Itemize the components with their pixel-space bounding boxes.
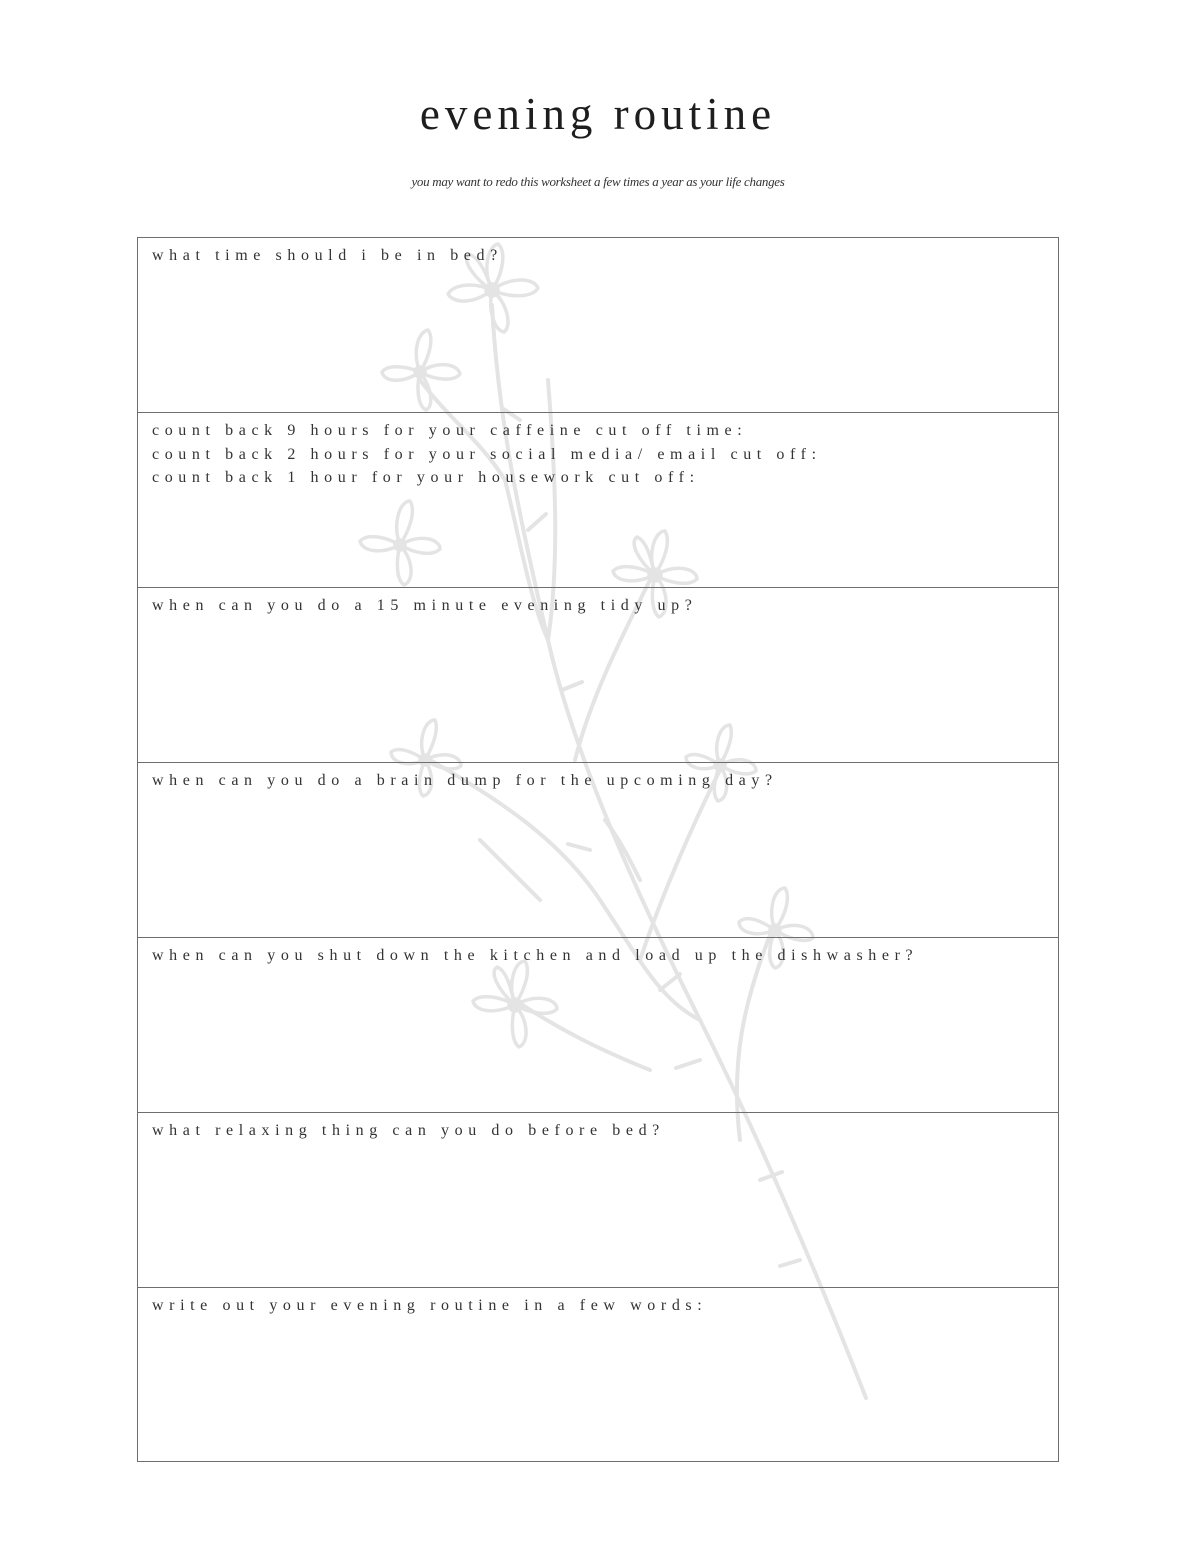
page-subtitle: you may want to redo this worksheet a few times a year as your life changes	[411, 174, 785, 189]
prompt-bedtime: what time should i be in bed?	[152, 247, 503, 264]
prompt-routine-summary: write out your evening routine in a few words:	[152, 1297, 708, 1314]
section-relaxing	[138, 1113, 1058, 1288]
section-tidy-up	[138, 588, 1058, 763]
prompt-tidy-up: when can you do a 15 minute evening tidy up?	[152, 597, 698, 614]
section-cutoff-times	[138, 413, 1058, 588]
section-brain-dump	[138, 763, 1058, 938]
prompt-kitchen: when can you shut down the kitchen and load up the dishwasher?	[152, 947, 919, 964]
prompt-housework-cutoff: count back 1 hour for your housework cut off:	[152, 469, 700, 486]
section-kitchen	[138, 938, 1058, 1113]
section-routine-summary	[138, 1288, 1058, 1463]
section-bedtime	[138, 238, 1058, 413]
prompt-relaxing: what relaxing thing can you do before bed?	[152, 1122, 665, 1139]
page-title: evening routine	[419, 89, 777, 139]
worksheet-table	[137, 237, 1059, 1462]
prompt-social-media-cutoff: count back 2 hours for your social media/ email cut off:	[152, 445, 822, 463]
prompt-brain-dump: when can you do a brain dump for the upcoming day?	[152, 772, 778, 789]
prompt-caffeine-cutoff: count back 9 hours for your caffeine cut off time:	[152, 422, 748, 439]
